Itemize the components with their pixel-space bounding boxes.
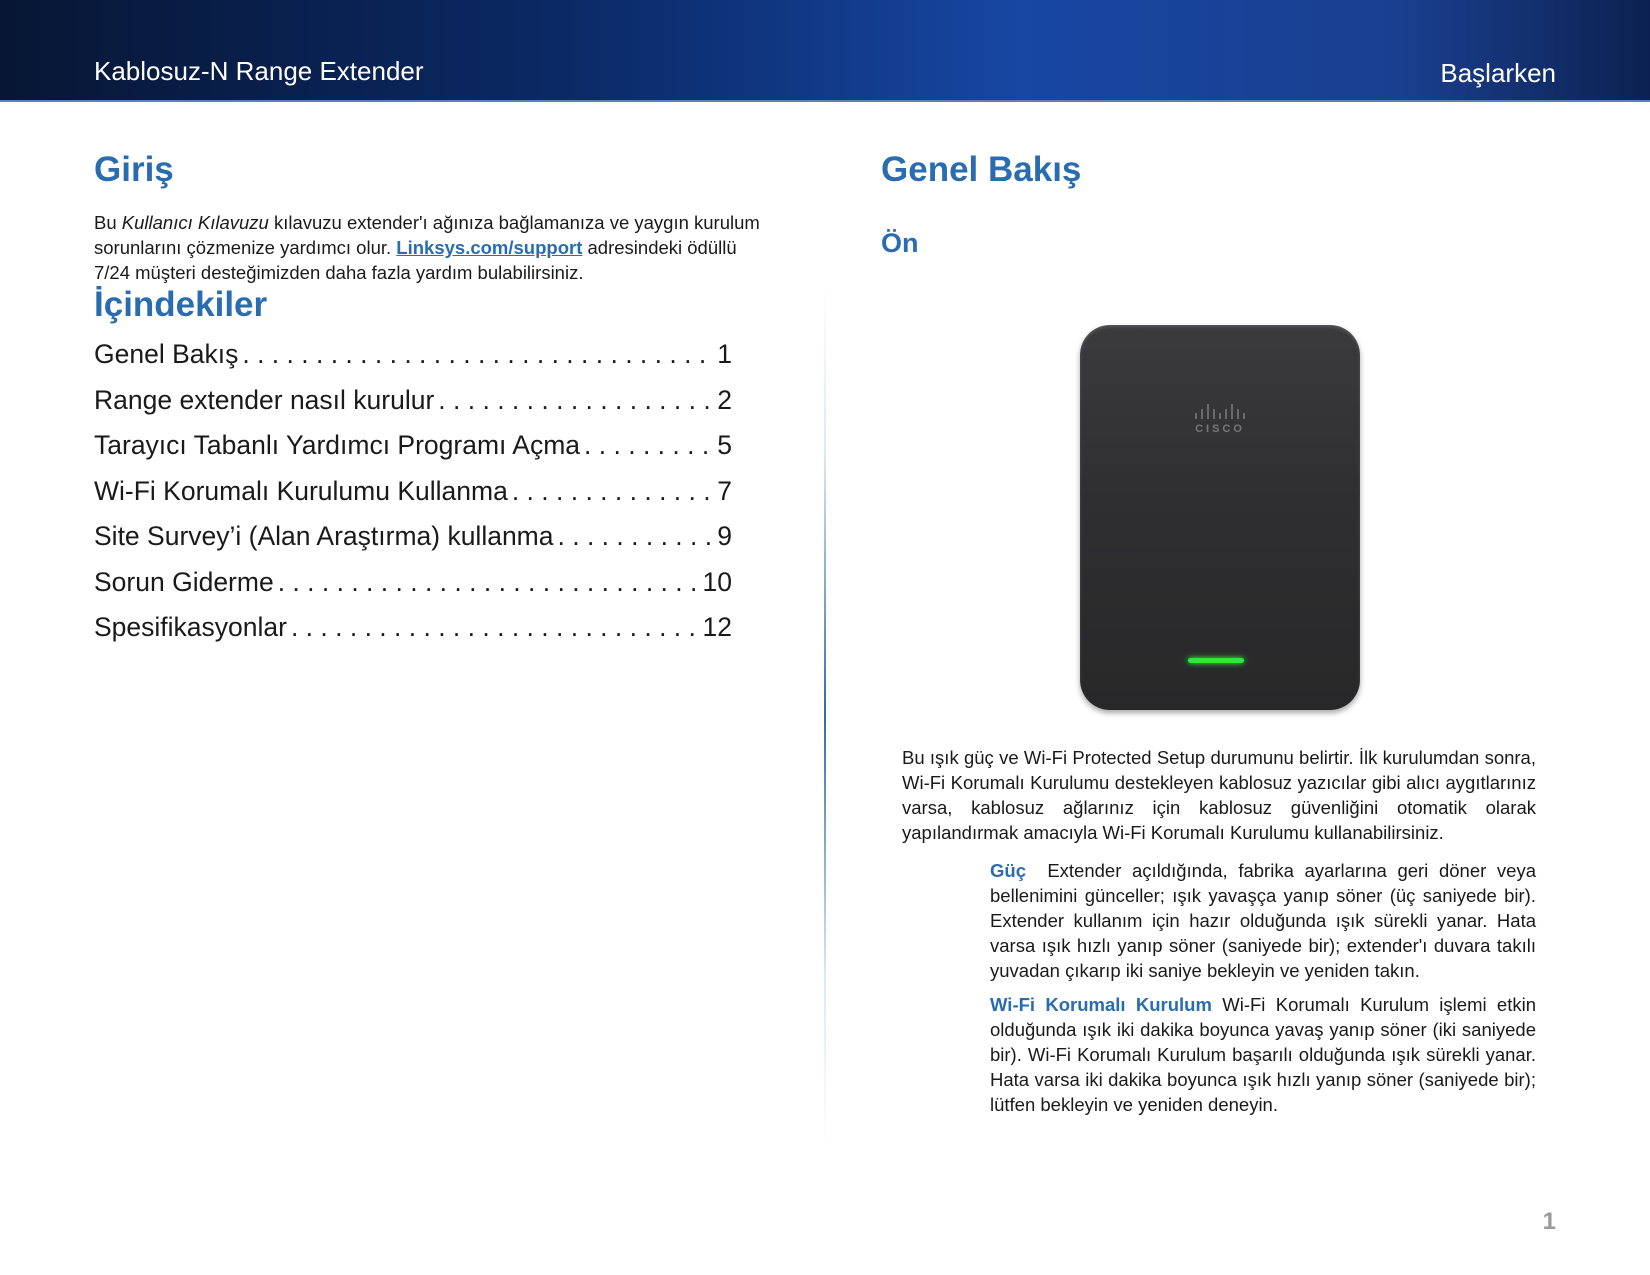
document-title: Kablosuz-N Range Extender: [94, 56, 424, 86]
intro-text-after: adresindeki ödüllü 7/24 müşteri desteğimizden daha fazla yardım bulabilirsiniz.: [94, 237, 737, 283]
toc-item-title: Tarayıcı Tabanlı Yardımcı Programı Açma: [94, 430, 581, 460]
toc-item-site-survey[interactable]: [94, 521, 732, 567]
front-subheading: Ön: [881, 228, 919, 258]
power-label: Güç: [990, 860, 1026, 881]
toc-item-page: 2: [717, 384, 732, 415]
toc-item-range-extender-kurulum[interactable]: [94, 385, 732, 431]
left-column: [94, 150, 774, 658]
toc-item-page: 5: [717, 430, 732, 460]
toc-item-page: 9: [717, 521, 732, 551]
toc-leader-dots: [512, 476, 713, 507]
toc-leader-dots: [291, 612, 699, 643]
toc-item-title: Spesifikasyonlar: [94, 612, 287, 642]
toc-leader-dots: [242, 339, 713, 370]
intro-heading: Giriş: [94, 150, 174, 189]
toc-leader-dots: [584, 430, 713, 461]
support-link[interactable]: Linksys.com/support: [396, 237, 583, 258]
toc-item-page: 12: [702, 612, 732, 642]
toc-heading: İçindekiler: [94, 285, 268, 324]
power-description: [990, 858, 1536, 983]
toc-leader-dots: [278, 567, 699, 598]
page-number: 1: [1542, 1208, 1556, 1235]
cisco-logo: [1180, 403, 1260, 443]
toc-item-tarayici-tabanli[interactable]: [94, 430, 732, 476]
toc-item-title: Site Survey’i (Alan Araştırma) kullanma: [94, 521, 554, 551]
status-led: [1188, 658, 1244, 663]
page-header: [0, 0, 1650, 102]
led-description: Bu ışık güç ve Wi-Fi Protected Setup durumunu belirtir. İlk kurulumdan sonra, Wi-Fi Korumalı Kurulumu destekleyen kablosuz yazıcılar gibi alıcı aygıtlarınız varsa, kablosuz ağlarınız için kablosuz güvenliğini otomatik olarak yapılandırmak amacıyla Wi-Fi Korumalı Kurulumu kullanabilirsiniz.: [902, 747, 1536, 843]
power-text: Extender açıldığında, fabrika ayarlarına geri döner veya bellenimini günceller; ışık yavaşça yanıp söner (üç saniyede bir). Extender kullanım için hazır olduğunda ışık sürekli yanar. Hata varsa ışık hızlı yanıp söner (saniyede bir); extender'ı duvara takılı yuvadan çıkarıp iki saniye bekleyin ve yeniden takın.: [990, 860, 1537, 981]
intro-text-middle: kılavuzu extender'ı ağınıza bağlamanıza ve yaygın kurulum sorunlarını çözmenize yardımcı olur.: [94, 212, 760, 258]
cisco-wordmark: CISCO: [1195, 423, 1245, 435]
table-of-contents: [94, 339, 732, 658]
wps-text: Wi-Fi Korumalı Kurulum işlemi etkin olduğunda ışık iki dakika boyunca yavaş yanıp söner (iki saniyede bir). Wi-Fi Korumalı Kurulum başarılı olduğunda ışık sürekli yanar. Hata varsa iki dakika boyunca ışık hızlı yanıp söner (saniyede bir); lütfen bekleyin ve yeniden deneyin.: [990, 994, 1536, 1115]
right-column: [881, 150, 1536, 259]
toc-item-page: 1: [717, 339, 732, 369]
intro-paragraph: [94, 210, 774, 285]
toc-item-sorun-giderme[interactable]: [94, 567, 732, 613]
toc-item-wifi-korumali[interactable]: [94, 476, 732, 522]
toc-leader-dots: [558, 521, 714, 552]
column-divider: [824, 280, 826, 1150]
toc-item-title: Range extender nasıl kurulur: [94, 384, 435, 415]
toc-item-title: Sorun Giderme: [94, 566, 274, 597]
toc-item-title: Wi-Fi Korumalı Kurulumu Kullanma: [94, 475, 508, 506]
toc-item-spesifikasyonlar[interactable]: [94, 612, 732, 658]
intro-text-before: Bu: [94, 212, 122, 233]
overview-heading: Genel Bakış: [881, 150, 1082, 189]
toc-item-genel-bakis[interactable]: [94, 339, 732, 385]
device-body: [1080, 325, 1360, 710]
toc-item-title: Genel Bakış: [94, 339, 239, 369]
toc-leader-dots: [438, 385, 713, 416]
wps-description: [990, 992, 1536, 1117]
cisco-bars-icon: [1180, 403, 1260, 419]
section-title: Başlarken: [1440, 58, 1556, 88]
guide-name: Kullanıcı Kılavuzu: [121, 212, 269, 233]
wps-label: Wi-Fi Korumalı Kurulum: [990, 994, 1212, 1015]
toc-item-page: 10: [702, 566, 732, 597]
toc-item-page: 7: [717, 475, 732, 506]
range-extender-image: [1080, 325, 1360, 710]
